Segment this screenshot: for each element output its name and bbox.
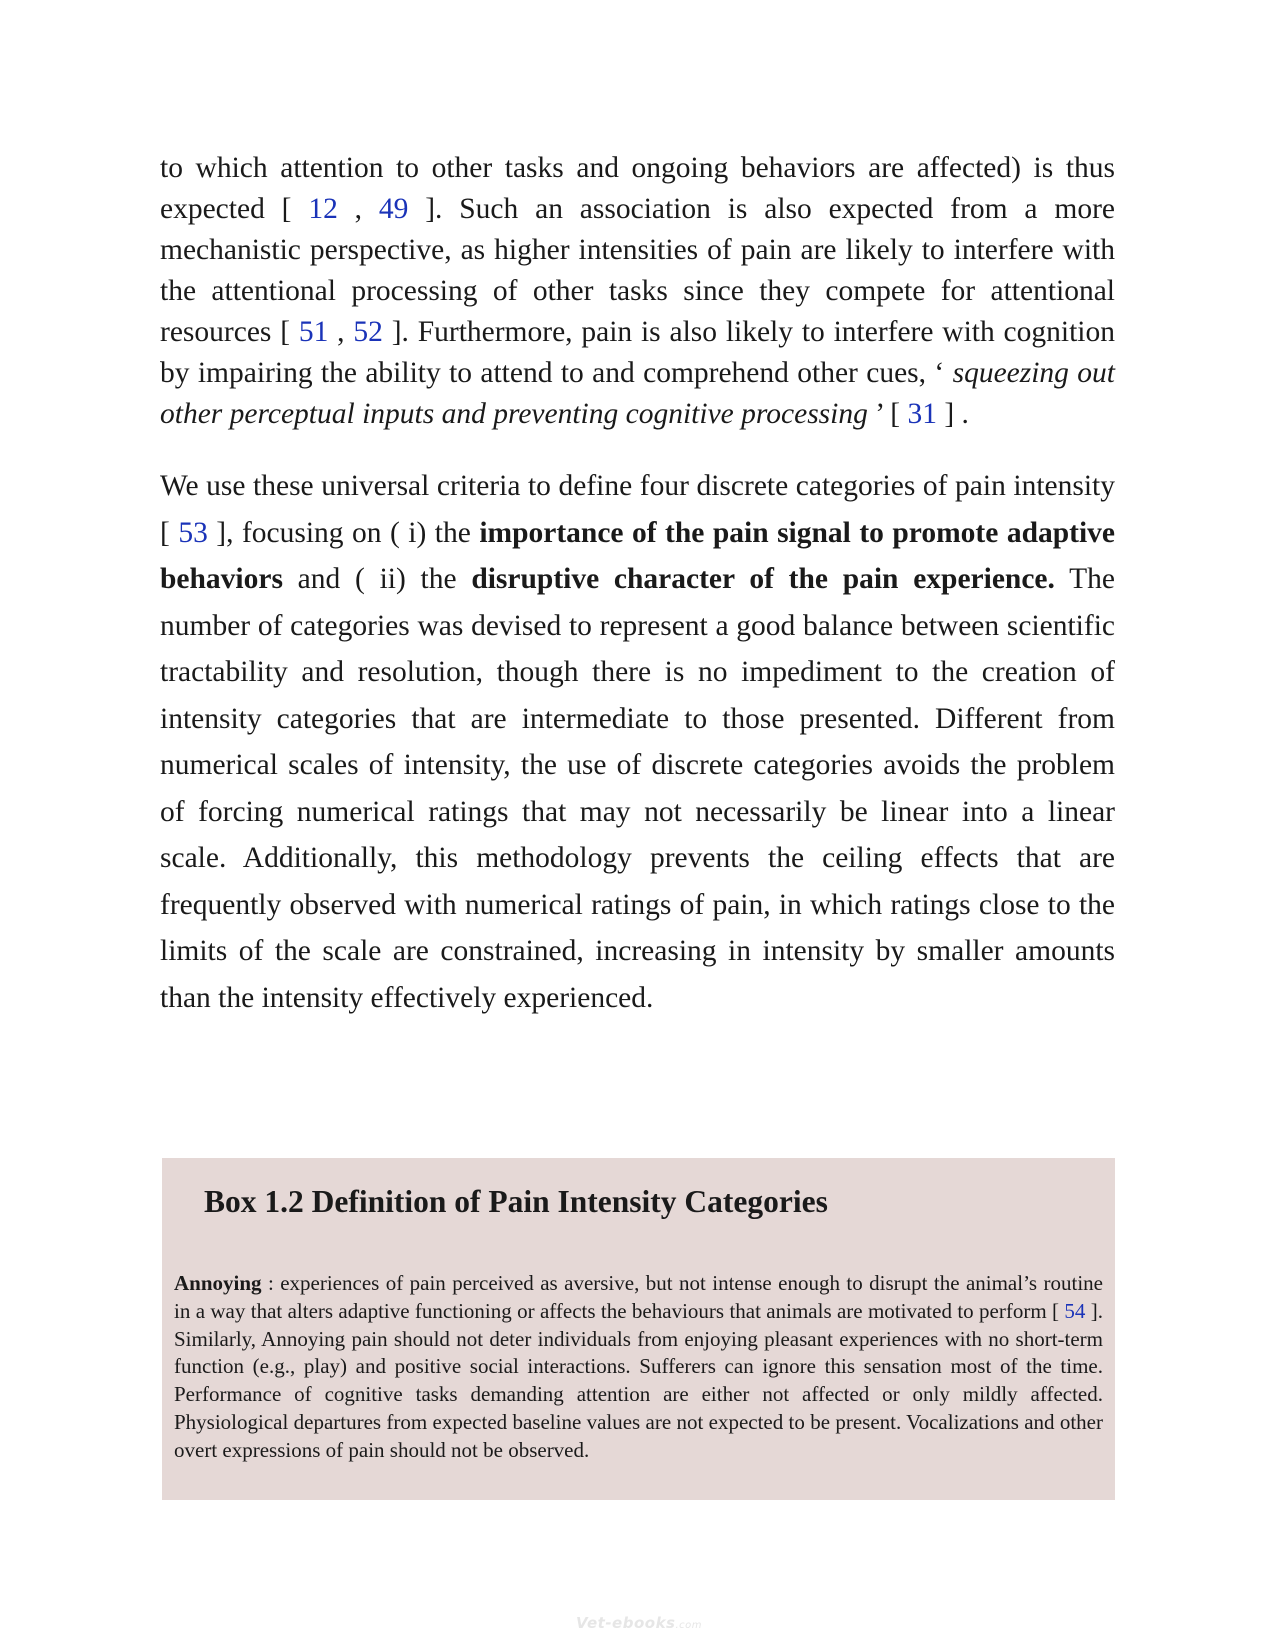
citation-link-52[interactable]: 52 <box>353 316 383 348</box>
text-run: We use these universal criteria to define four discrete categories of pain intensity [ <box>160 470 1115 549</box>
paragraph-criteria <box>160 463 1115 1021</box>
watermark-suffix: .com <box>675 1620 703 1631</box>
text-run: ]. Furthermore, pain is also likely to interfere with cognition by impairing the ability to attend to and comprehend other cues, ‘ <box>160 316 1115 389</box>
box-title: Box 1.2 Definition of Pain Intensity Categories <box>204 1184 828 1219</box>
definition-box <box>162 1158 1115 1500</box>
text-run: ]. Such an association is also expected from a more mechanistic perspective, as higher intensities of pain are likely to interfere with the attentional processing of other tasks since they compete for attentional resources [ <box>160 193 1115 348</box>
citation-link-53[interactable]: 53 <box>178 516 208 549</box>
box-definition-annoying <box>174 1270 1103 1465</box>
bold-phrase-disruptive: disruptive character of the pain experience. <box>471 563 1055 595</box>
text-run: ’ [ <box>867 398 908 430</box>
text-run: ], focusing on ( i) the <box>207 516 480 549</box>
bold-phrase-importance: importance of the pain signal to promote adaptive behaviors <box>160 516 1115 595</box>
citation-link-51[interactable]: 51 <box>298 316 329 348</box>
citation-link-12[interactable]: 12 <box>308 193 338 225</box>
document-body <box>160 148 1115 1021</box>
text-run: , <box>328 316 354 348</box>
citation-link-54[interactable]: 54 <box>1064 1298 1086 1323</box>
text-run: , <box>337 193 379 225</box>
text-run: The number of categories was devised to represent a good balance between scientific tractability and resolution, though there is no impediment to the creation of intensity categories that are intermediate to those presented. Different from numerical scales of intensity, the use of discrete categories avoids the problem of forcing numerical ratings that may not necessarily be linear into a linear scale. Additionally, this methodology prevents the ceiling effects that are frequently observed with numerical ratings of pain, in which ratings close to the limits of the scale are constrained, increasing in intensity by smaller amounts than the intensity effectively experienced. <box>160 563 1115 1014</box>
watermark-logo <box>574 1614 704 1632</box>
paragraph-attention <box>160 148 1115 435</box>
text-run: ] . <box>936 398 969 430</box>
text-run: and ( ii) the <box>282 563 472 595</box>
text-run: : experiences of pain perceived as aversive, but not intense enough to disrupt the animal’s routine in a way that alters adaptive functioning or affects the behaviours that animals are motivated to perform [ <box>174 1271 1103 1323</box>
italic-quote: squeezing out other perceptual inputs and preventing cognitive processing <box>160 357 1115 430</box>
citation-link-31[interactable]: 31 <box>907 398 937 430</box>
text-run: to which attention to other tasks and ongoing behaviors are affected) is thus expected [ <box>160 152 1115 225</box>
watermark-brand: Vet-ebooks <box>575 1614 676 1632</box>
term-annoying: Annoying <box>174 1271 262 1295</box>
text-run: ]. Similarly, Annoying pain should not deter individuals from enjoying pleasant experiences with no short-term function (e.g., play) and positive social interactions. Sufferers can ignore this sensation most of the time. Performance of cognitive tasks demanding attention are either not affected or only mildly affected. Physiological departures from expected baseline values are not expected to be present. Vocalizations and other overt expressions of pain should not be observed. <box>174 1298 1103 1462</box>
citation-link-49[interactable]: 49 <box>378 193 409 225</box>
